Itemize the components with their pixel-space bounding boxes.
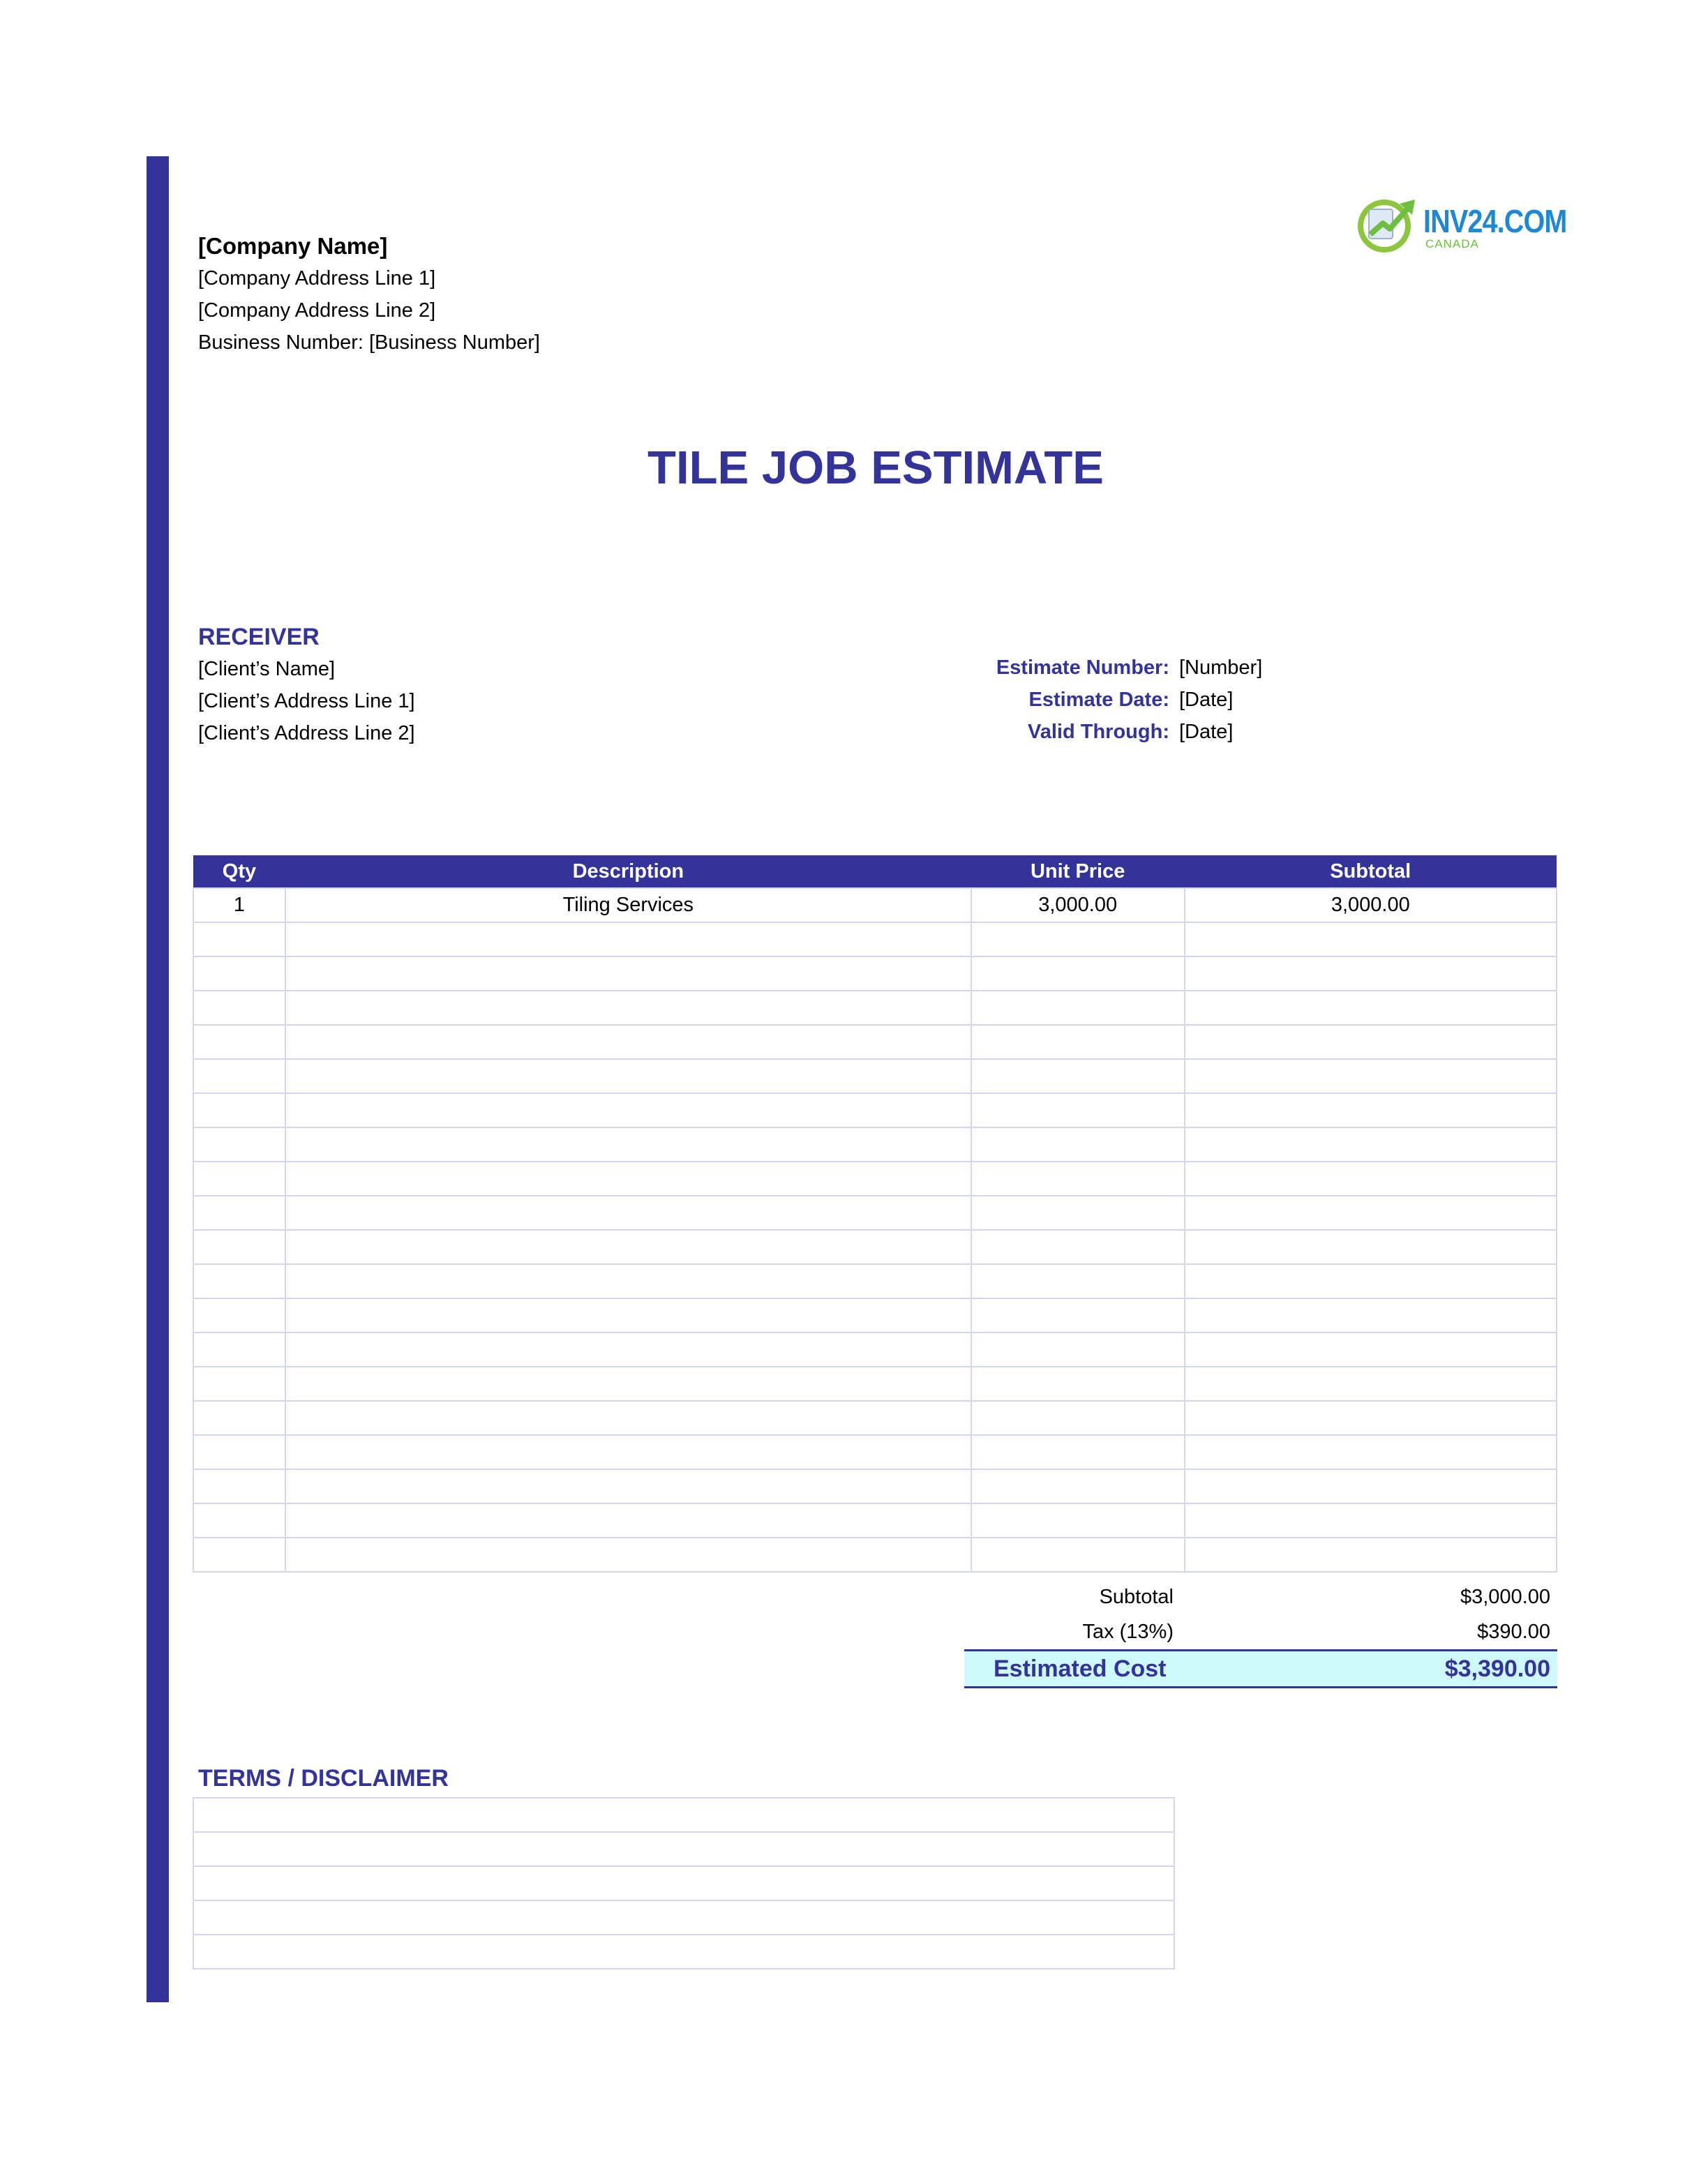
cell-description[interactable] xyxy=(285,1162,971,1196)
table-row xyxy=(193,1025,1557,1059)
subtotal-value: $3,000.00 xyxy=(1460,1585,1550,1608)
cell-subtotal[interactable] xyxy=(1185,1025,1557,1059)
cell-unit-price[interactable] xyxy=(971,991,1185,1025)
page-title: TILE JOB ESTIMATE xyxy=(647,442,1104,494)
cell-subtotal[interactable] xyxy=(1185,1196,1557,1230)
cell-unit-price[interactable] xyxy=(971,1162,1185,1196)
client-address-1: [Client’s Address Line 1] xyxy=(198,690,415,712)
tax-label: Tax (13%) xyxy=(1082,1620,1174,1643)
items-header-row xyxy=(193,855,1557,888)
cell-unit-price[interactable] xyxy=(971,922,1185,956)
cell-unit-price[interactable] xyxy=(971,956,1185,991)
cell-qty[interactable] xyxy=(193,1435,285,1469)
terms-heading: TERMS / DISCLAIMER xyxy=(198,1765,449,1792)
cell-unit-price[interactable] xyxy=(971,1196,1185,1230)
cell-qty[interactable]: 1 xyxy=(193,888,285,922)
cell-qty[interactable] xyxy=(193,922,285,956)
cell-description[interactable] xyxy=(285,1298,971,1333)
cell-subtotal[interactable] xyxy=(1185,1298,1557,1333)
table-row xyxy=(193,888,1557,922)
accent-bar xyxy=(147,156,169,2002)
tax-row xyxy=(964,1614,1557,1649)
cell-description[interactable] xyxy=(285,1264,971,1298)
logo-subtext: CANADA xyxy=(1425,237,1479,250)
table-row xyxy=(193,1401,1557,1435)
table-row xyxy=(193,922,1557,956)
table-row xyxy=(193,1059,1557,1093)
table-row xyxy=(193,991,1557,1025)
estimated-cost-row xyxy=(964,1649,1557,1688)
cell-subtotal[interactable] xyxy=(1185,991,1557,1025)
cell-qty[interactable] xyxy=(193,1298,285,1333)
table-row xyxy=(193,1538,1557,1572)
cell-description[interactable] xyxy=(285,1435,971,1469)
cell-subtotal[interactable] xyxy=(1185,1059,1557,1093)
table-row xyxy=(193,1503,1557,1538)
valid-through-label: Valid Through: xyxy=(1028,721,1169,743)
company-address-1: [Company Address Line 1] xyxy=(198,267,436,290)
terms-cell[interactable] xyxy=(193,1900,1174,1935)
cell-unit-price[interactable] xyxy=(971,1401,1185,1435)
cell-subtotal[interactable]: 3,000.00 xyxy=(1185,888,1557,922)
cell-description[interactable] xyxy=(285,922,971,956)
cell-unit-price[interactable] xyxy=(971,1127,1185,1162)
items-table xyxy=(193,855,1557,1573)
terms-cell[interactable] xyxy=(193,1866,1174,1900)
header-subtotal: Subtotal xyxy=(1185,855,1557,888)
cell-description[interactable] xyxy=(285,1401,971,1435)
table-row xyxy=(193,1435,1557,1469)
estimate-number-value: [Number] xyxy=(1179,656,1263,679)
terms-table xyxy=(193,1797,1175,1969)
terms-row xyxy=(193,1900,1174,1935)
cell-subtotal[interactable] xyxy=(1185,1367,1557,1401)
table-row xyxy=(193,1127,1557,1162)
valid-through-row xyxy=(907,716,1270,748)
arrow-up-logo-icon xyxy=(1354,191,1421,258)
valid-through-value: [Date] xyxy=(1179,721,1234,743)
header-description: Description xyxy=(285,855,971,888)
terms-row xyxy=(193,1935,1174,1969)
table-row xyxy=(193,1298,1557,1333)
cell-qty[interactable] xyxy=(193,1093,285,1127)
cell-qty[interactable] xyxy=(193,1264,285,1298)
table-row xyxy=(193,1230,1557,1264)
client-name: [Client’s Name] xyxy=(198,658,336,680)
cell-subtotal[interactable] xyxy=(1185,1093,1557,1127)
cell-unit-price[interactable] xyxy=(971,1264,1185,1298)
cell-description[interactable]: Tiling Services xyxy=(285,888,971,922)
cell-subtotal[interactable] xyxy=(1185,1538,1557,1572)
table-row xyxy=(193,1333,1557,1367)
company-block xyxy=(198,230,540,359)
terms-cell[interactable] xyxy=(193,1798,1174,1832)
cell-unit-price[interactable] xyxy=(971,1469,1185,1503)
estimate-number-row xyxy=(907,652,1270,684)
cell-qty[interactable] xyxy=(193,1127,285,1162)
cell-unit-price[interactable] xyxy=(971,1230,1185,1264)
cell-subtotal[interactable] xyxy=(1185,1230,1557,1264)
cell-unit-price[interactable] xyxy=(971,1298,1185,1333)
logo-text: INV24.COM xyxy=(1423,203,1567,239)
table-row xyxy=(193,956,1557,991)
cell-subtotal[interactable] xyxy=(1185,956,1557,991)
table-row xyxy=(193,1264,1557,1298)
table-row xyxy=(193,1093,1557,1127)
cell-qty[interactable] xyxy=(193,1230,285,1264)
estimated-cost-value: $3,390.00 xyxy=(1444,1655,1550,1682)
table-row xyxy=(193,1196,1557,1230)
cell-qty[interactable] xyxy=(193,991,285,1025)
cell-subtotal[interactable] xyxy=(1185,1435,1557,1469)
subtotal-row xyxy=(964,1579,1557,1614)
cell-qty[interactable] xyxy=(193,1162,285,1196)
cell-unit-price[interactable] xyxy=(971,1093,1185,1127)
cell-subtotal[interactable] xyxy=(1185,1503,1557,1538)
cell-description[interactable] xyxy=(285,1127,971,1162)
cell-qty[interactable] xyxy=(193,1059,285,1093)
cell-unit-price[interactable] xyxy=(971,1503,1185,1538)
cell-qty[interactable] xyxy=(193,1538,285,1572)
cell-description[interactable] xyxy=(285,1025,971,1059)
cell-description[interactable] xyxy=(285,1059,971,1093)
estimate-date-value: [Date] xyxy=(1179,689,1234,711)
cell-unit-price[interactable]: 3,000.00 xyxy=(971,888,1185,922)
terms-cell[interactable] xyxy=(193,1935,1174,1969)
cell-qty[interactable] xyxy=(193,1367,285,1401)
header-unit-price: Unit Price xyxy=(971,855,1185,888)
cell-description[interactable] xyxy=(285,1503,971,1538)
cell-description[interactable] xyxy=(285,1538,971,1572)
table-row xyxy=(193,1367,1557,1401)
cell-qty[interactable] xyxy=(193,956,285,991)
cell-qty[interactable] xyxy=(193,1025,285,1059)
cell-qty[interactable] xyxy=(193,1503,285,1538)
table-row xyxy=(193,1162,1557,1196)
tax-value: $390.00 xyxy=(1477,1620,1550,1643)
cell-unit-price[interactable] xyxy=(971,1435,1185,1469)
company-address-2: [Company Address Line 2] xyxy=(198,299,436,322)
cell-subtotal[interactable] xyxy=(1185,1401,1557,1435)
cell-subtotal[interactable] xyxy=(1185,922,1557,956)
table-row xyxy=(193,1469,1557,1503)
cell-unit-price[interactable] xyxy=(971,1367,1185,1401)
cell-description[interactable] xyxy=(285,1333,971,1367)
estimated-cost-label: Estimated Cost xyxy=(994,1655,1167,1682)
cell-description[interactable] xyxy=(285,956,971,991)
cell-unit-price[interactable] xyxy=(971,1025,1185,1059)
terms-row xyxy=(193,1866,1174,1900)
cell-description[interactable] xyxy=(285,1367,971,1401)
cell-subtotal[interactable] xyxy=(1185,1264,1557,1298)
cell-unit-price[interactable] xyxy=(971,1333,1185,1367)
business-number: Business Number: [Business Number] xyxy=(198,331,540,354)
terms-cell[interactable] xyxy=(193,1832,1174,1866)
cell-description[interactable] xyxy=(285,1196,971,1230)
cell-qty[interactable] xyxy=(193,1333,285,1367)
cell-qty[interactable] xyxy=(193,1469,285,1503)
cell-unit-price[interactable] xyxy=(971,1538,1185,1572)
cell-description[interactable] xyxy=(285,1230,971,1264)
cell-subtotal[interactable] xyxy=(1185,1469,1557,1503)
cell-qty[interactable] xyxy=(193,1401,285,1435)
totals-block xyxy=(964,1579,1557,1688)
company-name: [Company Name] xyxy=(198,233,388,259)
receiver-block xyxy=(198,621,415,749)
cell-unit-price[interactable] xyxy=(971,1059,1185,1093)
subtotal-label: Subtotal xyxy=(1099,1585,1174,1608)
cell-description[interactable] xyxy=(285,1093,971,1127)
estimate-date-row xyxy=(907,684,1270,716)
client-address-2: [Client’s Address Line 2] xyxy=(198,722,415,744)
cell-subtotal[interactable] xyxy=(1185,1127,1557,1162)
header-qty: Qty xyxy=(193,855,285,888)
receiver-heading: RECEIVER xyxy=(198,624,320,650)
terms-row xyxy=(193,1832,1174,1866)
terms-row xyxy=(193,1798,1174,1832)
logo xyxy=(1354,190,1567,260)
cell-subtotal[interactable] xyxy=(1185,1162,1557,1196)
estimate-number-label: Estimate Number: xyxy=(996,656,1169,679)
cell-qty[interactable] xyxy=(193,1196,285,1230)
cell-description[interactable] xyxy=(285,1469,971,1503)
cell-subtotal[interactable] xyxy=(1185,1333,1557,1367)
estimate-date-label: Estimate Date: xyxy=(1028,689,1169,711)
estimate-details xyxy=(907,652,1270,748)
cell-description[interactable] xyxy=(285,991,971,1025)
